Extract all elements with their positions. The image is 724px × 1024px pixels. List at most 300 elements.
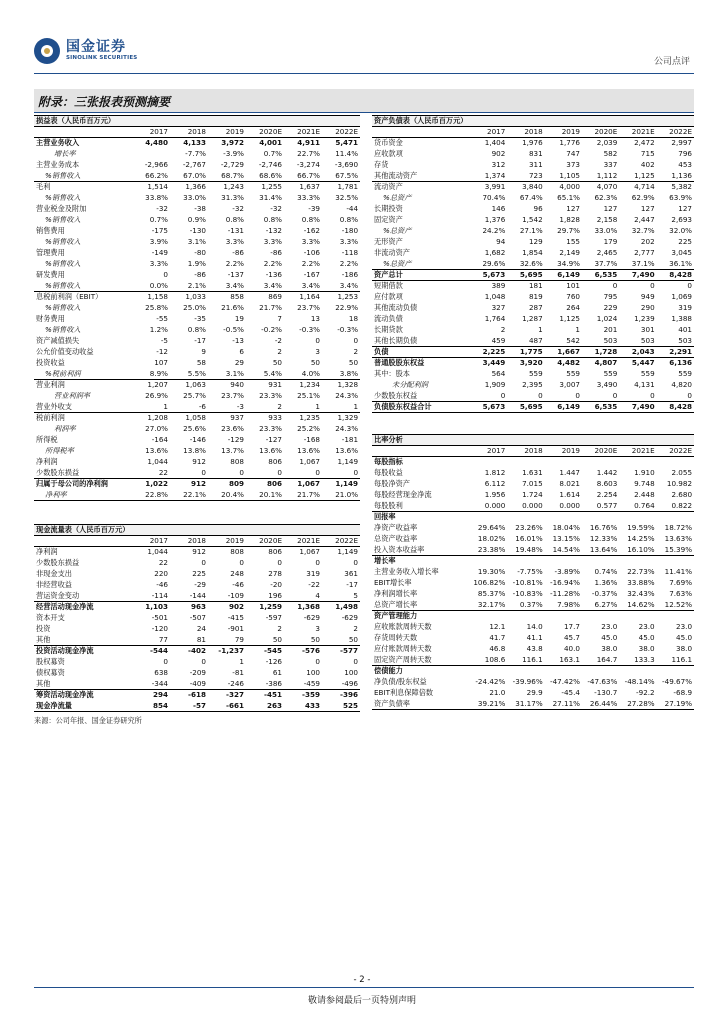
cell-value xyxy=(657,611,694,622)
row-label: 经营活动现金净流 xyxy=(36,602,94,612)
cell-value: 21.7% xyxy=(259,303,282,312)
cell-value: 1,287 xyxy=(522,314,543,323)
cell-value: 808 xyxy=(230,547,244,557)
cell-value: 31.4% xyxy=(259,193,282,202)
cell-value: 453 xyxy=(678,160,692,169)
year-header: 2020E xyxy=(246,536,284,547)
cell-value: 13.8% xyxy=(183,446,206,455)
year-header: 2020E xyxy=(582,446,619,457)
cell-value: 373 xyxy=(566,160,580,169)
cell-value: 287 xyxy=(528,303,543,312)
cell-value: 2,465 xyxy=(596,248,618,257)
row-label: 长期投资 xyxy=(374,204,403,213)
row-label: 投入资本收益率 xyxy=(372,545,470,556)
cell-value: 1,243 xyxy=(223,182,244,192)
cell-value: 5,447 xyxy=(631,358,655,368)
cell-value: -209 xyxy=(189,668,206,677)
cell-value: 5,471 xyxy=(335,138,359,148)
cell-value: -130 xyxy=(189,226,206,235)
cell-value: 1,208 xyxy=(147,413,168,423)
row-label: 少数股东损益 xyxy=(34,468,132,479)
row-label: 非现金支出 xyxy=(36,569,72,578)
row-label: 投资活动现金净流 xyxy=(36,646,94,656)
cell-value: -577 xyxy=(340,646,358,656)
cell-value: 0.764 xyxy=(619,501,656,512)
year-header: 2020E xyxy=(246,127,284,138)
cell-value: 559 xyxy=(603,369,618,378)
cell-value: 796 xyxy=(678,149,692,158)
cell-value: 16.10% xyxy=(619,545,656,556)
cell-value: 45.0 xyxy=(676,633,693,642)
cell-value: 33.0% xyxy=(183,193,206,202)
cell-value: 32.7% xyxy=(631,226,655,235)
cash-flow-table xyxy=(34,524,360,712)
year-header: 2020E xyxy=(582,127,619,138)
table-row xyxy=(34,424,360,435)
cell-value: 1 xyxy=(132,402,170,413)
cell-value: 6,535 xyxy=(582,402,619,413)
cell-value: 1,022 xyxy=(145,479,168,489)
cell-value: 638 xyxy=(154,668,168,677)
row-label: %总资产 xyxy=(383,193,412,202)
table-row xyxy=(372,589,694,600)
table-row xyxy=(372,160,694,171)
cell-value: 14.62% xyxy=(619,600,656,611)
table-row xyxy=(372,270,694,281)
row-label: 资产总计 xyxy=(372,270,470,281)
year-header-blank xyxy=(372,127,470,138)
row-label: 销售费用 xyxy=(36,226,65,235)
cell-value: 1,239 xyxy=(634,314,655,323)
cell-value: 0 xyxy=(246,468,284,479)
cell-value: 18.72% xyxy=(664,523,693,532)
logo-icon xyxy=(34,38,60,64)
cell-value: 715 xyxy=(640,149,655,158)
table-row xyxy=(372,292,694,303)
cell-value: 127 xyxy=(566,204,580,213)
cell-value: 13.64% xyxy=(582,545,619,556)
cell-value: -86 xyxy=(232,248,244,257)
cell-value: -2,729 xyxy=(220,160,244,169)
cell-value: 0.577 xyxy=(582,501,619,512)
cell-value: 319 xyxy=(306,569,320,578)
table-row xyxy=(372,171,694,182)
year-header: 2019 xyxy=(545,127,582,138)
row-label: %销售收入 xyxy=(45,215,81,224)
cell-value: 39.21% xyxy=(470,699,507,710)
cell-value: 2 xyxy=(500,325,506,334)
cell-value: 116.1 xyxy=(657,655,694,666)
cell-value: 17.7 xyxy=(563,622,580,631)
cell-value: 19.30% xyxy=(477,567,506,576)
cell-value: -120 xyxy=(151,624,168,633)
cell-value: -130.7 xyxy=(594,688,618,697)
cell-value: 22.1% xyxy=(170,490,208,501)
cell-value: 26.9% xyxy=(145,391,168,400)
cell-value xyxy=(657,512,694,523)
cell-value: 7.98% xyxy=(545,600,582,611)
cell-value: 65.1% xyxy=(557,193,580,202)
year-header: 2022E xyxy=(322,536,360,547)
table-title: 资产负债表（人民币百万元） xyxy=(372,116,694,127)
table-row xyxy=(34,435,360,446)
cell-value: 1,125 xyxy=(619,171,656,182)
cell-value: -16.94% xyxy=(549,578,580,587)
cell-value: 13.6% xyxy=(297,446,320,455)
table-row xyxy=(372,512,694,523)
cell-value: 62.3% xyxy=(594,193,618,202)
cell-value: -2,966 xyxy=(144,160,168,169)
cell-value: 20.1% xyxy=(246,490,284,501)
cell-value: 6.27% xyxy=(582,600,619,611)
cell-value: 3,920 xyxy=(519,358,543,368)
cell-value: 22.7% xyxy=(297,149,320,158)
year-header-blank xyxy=(372,446,470,457)
cell-value: 220 xyxy=(154,569,168,578)
row-label: 流动资产 xyxy=(374,182,403,192)
cell-value: 723 xyxy=(507,171,544,182)
cell-value: 361 xyxy=(344,569,358,578)
table-row xyxy=(34,358,360,369)
cell-value: 5,695 xyxy=(507,270,544,281)
cell-value: 4,000 xyxy=(559,182,580,192)
row-label: %销售收入 xyxy=(45,259,81,268)
table-row xyxy=(372,402,694,413)
cell-value: 2.2% xyxy=(301,259,320,268)
cell-value: -327 xyxy=(226,690,244,700)
row-label: %销售收入 xyxy=(45,193,81,202)
cell-value: -7.75% xyxy=(517,567,543,576)
cell-value: 2,225 xyxy=(470,347,507,358)
cell-value: 3,840 xyxy=(522,182,543,192)
row-label: 流动负债 xyxy=(374,314,403,323)
cell-value: 127 xyxy=(640,204,655,213)
row-label: 筹资活动现金净流 xyxy=(36,690,94,700)
cell-value: -146 xyxy=(189,435,206,444)
cell-value: 1,976 xyxy=(522,138,543,148)
cell-value: 1,067 xyxy=(297,479,320,489)
cell-value: 4,070 xyxy=(596,182,618,192)
cell-value xyxy=(657,666,694,677)
row-label: 净利率 xyxy=(34,490,132,501)
cell-value: 937 xyxy=(230,413,244,423)
cell-value: 45.7 xyxy=(563,633,580,642)
cell-value: 6,535 xyxy=(582,270,619,281)
year-header-row xyxy=(34,536,360,547)
cell-value: 63.9% xyxy=(669,193,692,202)
cell-value: 25.6% xyxy=(183,424,206,433)
cell-value: 16.76% xyxy=(589,523,618,532)
cell-value: 912 xyxy=(190,479,206,489)
row-label: 净利润 xyxy=(36,457,58,466)
row-label: 投资收益 xyxy=(36,358,65,367)
cell-value: 23.3% xyxy=(259,391,282,400)
cell-value: 100 xyxy=(306,668,320,677)
cell-value: 0.74% xyxy=(594,567,618,576)
cell-value: 50 xyxy=(310,358,320,367)
cell-value: 129 xyxy=(528,237,543,246)
year-header: 2019 xyxy=(208,536,246,547)
cell-value: 3.3% xyxy=(263,237,282,246)
table-row xyxy=(34,303,360,314)
cell-value: 107 xyxy=(154,358,168,367)
cell-value: 179 xyxy=(603,237,618,246)
cell-value: 127 xyxy=(678,204,692,213)
row-label: 营业利润率 xyxy=(54,391,90,400)
cell-value: 94 xyxy=(496,237,506,246)
cell-value: 24 xyxy=(196,624,206,633)
cell-value xyxy=(545,556,582,567)
cell-value: 13 xyxy=(310,314,320,323)
cell-value: 8.021 xyxy=(559,479,580,488)
cell-value: 3.4% xyxy=(322,281,360,292)
cell-value: 67.5% xyxy=(322,171,360,182)
cell-value: 2 xyxy=(353,624,358,633)
row-label: 负债股东权益合计 xyxy=(372,402,470,413)
cell-value: 559 xyxy=(640,369,655,378)
cell-value: 0 xyxy=(277,558,282,567)
cell-value: -39 xyxy=(308,204,320,213)
cell-value: -164 xyxy=(151,435,168,444)
cell-value: -86 xyxy=(270,248,282,257)
cell-value: 559 xyxy=(566,369,580,378)
cell-value: -629 xyxy=(341,613,358,622)
cell-value: 902 xyxy=(491,149,506,158)
row-label: 资产负债率 xyxy=(372,699,470,710)
row-label: 主营业务收入增长率 xyxy=(374,567,439,576)
cell-value: 27.19% xyxy=(657,699,694,710)
company-logo xyxy=(34,38,137,64)
cell-value: 37.1% xyxy=(619,259,656,270)
cell-value: 4,714 xyxy=(634,182,655,192)
cell-value: 949 xyxy=(640,292,655,301)
cell-value: 163.1 xyxy=(545,655,582,666)
cell-value: 25.8% xyxy=(145,303,168,312)
cell-value: 201 xyxy=(603,325,618,334)
page-number: - 2 - xyxy=(353,975,371,985)
table-row xyxy=(34,402,360,413)
cell-value: 14.54% xyxy=(545,545,582,556)
cell-value xyxy=(470,611,507,622)
cell-value xyxy=(582,666,619,677)
cell-value: -496 xyxy=(322,679,360,690)
cell-value: 225 xyxy=(678,237,692,246)
cell-value: 32.17% xyxy=(470,600,507,611)
cell-value: 1,498 xyxy=(335,602,358,612)
table-title-row xyxy=(34,116,360,127)
cell-value: -46 xyxy=(232,580,244,589)
table-row xyxy=(34,413,360,424)
cell-value: 564 xyxy=(491,369,506,378)
cell-value: -246 xyxy=(208,679,246,690)
cell-value: 31.3% xyxy=(221,193,244,202)
cell-value: 1,158 xyxy=(147,292,168,302)
cell-value: 5.4% xyxy=(246,369,284,380)
cell-value: 23.3% xyxy=(259,424,282,433)
cell-value: 12.52% xyxy=(657,600,694,611)
table-row xyxy=(34,635,360,646)
cell-value: 912 xyxy=(192,457,206,466)
cell-value: -17 xyxy=(194,336,206,345)
table-row xyxy=(372,545,694,556)
cell-value: -181 xyxy=(341,435,359,444)
cell-value: -459 xyxy=(284,679,322,690)
cell-value: 0 xyxy=(315,657,320,666)
cell-value: 0.0% xyxy=(132,281,170,292)
cell-value: -81 xyxy=(232,668,244,677)
table-row xyxy=(372,358,694,369)
cell-value: 902 xyxy=(228,602,244,612)
table-row xyxy=(34,646,360,657)
year-header: 2021E xyxy=(619,127,656,138)
table-row xyxy=(372,633,694,644)
cell-value xyxy=(545,512,582,523)
cell-value: 38.0 xyxy=(638,644,655,653)
cell-value: 559 xyxy=(678,369,692,378)
cell-value: 33.3% xyxy=(297,193,320,202)
cell-value: 0.7% xyxy=(263,149,282,158)
row-label: 每股经营现金净流 xyxy=(374,490,432,499)
row-label: %总资产 xyxy=(383,226,412,235)
cell-value: 29.7% xyxy=(557,226,580,235)
cell-value: 327 xyxy=(491,303,506,312)
row-label: 资产减值损失 xyxy=(36,336,80,345)
table-row xyxy=(34,569,360,580)
cell-value: 23.0 xyxy=(601,622,618,631)
cell-value: 37.7% xyxy=(582,259,619,270)
cell-value: 2.055 xyxy=(671,468,693,477)
cell-value: -0.2% xyxy=(261,325,282,334)
cell-value: 29.64% xyxy=(477,523,506,532)
cell-value: -186 xyxy=(341,270,359,279)
table-row xyxy=(34,457,360,468)
cell-value: -32 xyxy=(156,204,168,213)
cell-value: 4,911 xyxy=(297,138,320,148)
cell-value: 1,033 xyxy=(185,292,206,302)
table-row xyxy=(372,479,694,490)
row-label: 短期借款 xyxy=(374,281,403,291)
table-row xyxy=(372,182,694,193)
row-label: 营运资金变动 xyxy=(34,591,132,602)
appendix-title: 附录：三张报表预测摘要 xyxy=(38,95,171,109)
cell-value: 1,828 xyxy=(559,215,580,224)
cell-value: 2,777 xyxy=(634,248,655,257)
cell-value: 319 xyxy=(678,303,692,312)
cell-value: 2,395 xyxy=(522,380,543,389)
cell-value: 164.7 xyxy=(582,655,619,666)
cell-value: -12 xyxy=(156,347,168,356)
cell-value: 0.7% xyxy=(149,215,168,224)
cell-value: 23.7% xyxy=(297,303,320,312)
table-row xyxy=(34,490,360,501)
row-label: 每股收益 xyxy=(374,468,403,477)
cell-value: -22 xyxy=(308,580,320,589)
cell-value: 22.8% xyxy=(132,490,170,501)
cell-value: 26.44% xyxy=(582,699,619,710)
cell-value: -49.67% xyxy=(662,677,693,686)
cell-value: -44 xyxy=(346,204,359,213)
cell-value: 1 xyxy=(284,402,322,413)
cell-value: 2,997 xyxy=(671,138,692,148)
cell-value xyxy=(619,556,656,567)
table-row xyxy=(372,622,694,633)
cell-value: 3.4% xyxy=(208,281,246,292)
cell-value: 29.9 xyxy=(526,688,543,697)
year-header: 2019 xyxy=(208,127,246,138)
cell-value: -86 xyxy=(194,270,206,279)
income-statement-table xyxy=(34,115,360,501)
cell-value: 0.000 xyxy=(507,501,544,512)
source-note: 来源：公司年报、国金证券研究所 xyxy=(34,716,142,725)
cell-value: 106.82% xyxy=(473,578,506,587)
cell-value: -29 xyxy=(194,580,206,589)
year-header-row xyxy=(34,127,360,138)
cell-value: -47.42% xyxy=(549,677,580,686)
cell-value: -10.83% xyxy=(512,589,543,598)
cell-value: 0 xyxy=(353,336,359,345)
table-row xyxy=(34,602,360,613)
table-row xyxy=(372,611,694,622)
cell-value: 20.4% xyxy=(208,490,246,501)
table-row xyxy=(372,523,694,534)
cell-value: 27.1% xyxy=(519,226,543,235)
cell-value: -32 xyxy=(232,204,244,213)
cell-value: 18.02% xyxy=(477,534,506,543)
row-label: 现金净流量 xyxy=(34,701,132,712)
table-row xyxy=(372,215,694,226)
cell-value: -162 xyxy=(303,226,320,235)
table-row xyxy=(34,479,360,490)
table-row xyxy=(372,578,694,589)
row-label: 非流动资产 xyxy=(374,248,410,257)
cell-value: 433 xyxy=(284,701,322,712)
cell-value: -507 xyxy=(189,613,206,622)
cell-value: -32 xyxy=(270,204,282,213)
cell-value: 2.254 xyxy=(596,490,618,499)
row-label: 总资产增长率 xyxy=(372,600,470,611)
row-label: %销售收入 xyxy=(45,237,81,246)
cell-value: 2,447 xyxy=(634,215,655,224)
cell-value: -661 xyxy=(208,701,246,712)
cell-value: 19 xyxy=(234,314,244,323)
table-title-row xyxy=(34,525,360,536)
row-label: 每股净资产 xyxy=(374,479,410,488)
cell-value xyxy=(582,512,619,523)
year-header: 2018 xyxy=(507,446,544,457)
cell-value: 0 xyxy=(170,468,208,479)
cell-value: 0 xyxy=(315,336,320,345)
cell-value: 32.0% xyxy=(669,226,692,235)
cell-value: 1.36% xyxy=(594,578,618,587)
row-label: 少数股东损益 xyxy=(36,558,80,567)
cell-value: -168 xyxy=(303,435,320,444)
cell-value: 229 xyxy=(603,303,618,312)
year-header-blank xyxy=(34,127,132,138)
cell-value: 29 xyxy=(234,358,244,367)
cell-value: 13.15% xyxy=(552,534,580,543)
cell-value: 21.0 xyxy=(489,688,506,697)
cell-value: 1,854 xyxy=(522,248,543,257)
cell-value: 133.3 xyxy=(619,655,656,666)
table-title-row xyxy=(372,435,694,446)
cell-value: -1,237 xyxy=(218,646,244,656)
cell-value: 7 xyxy=(277,314,282,323)
cell-value: 3.4% xyxy=(246,281,284,292)
cell-value: 1,105 xyxy=(545,171,582,182)
cell-value: 14.25% xyxy=(627,534,655,543)
cell-value: 4 xyxy=(284,591,322,602)
cell-value: -167 xyxy=(303,270,320,279)
